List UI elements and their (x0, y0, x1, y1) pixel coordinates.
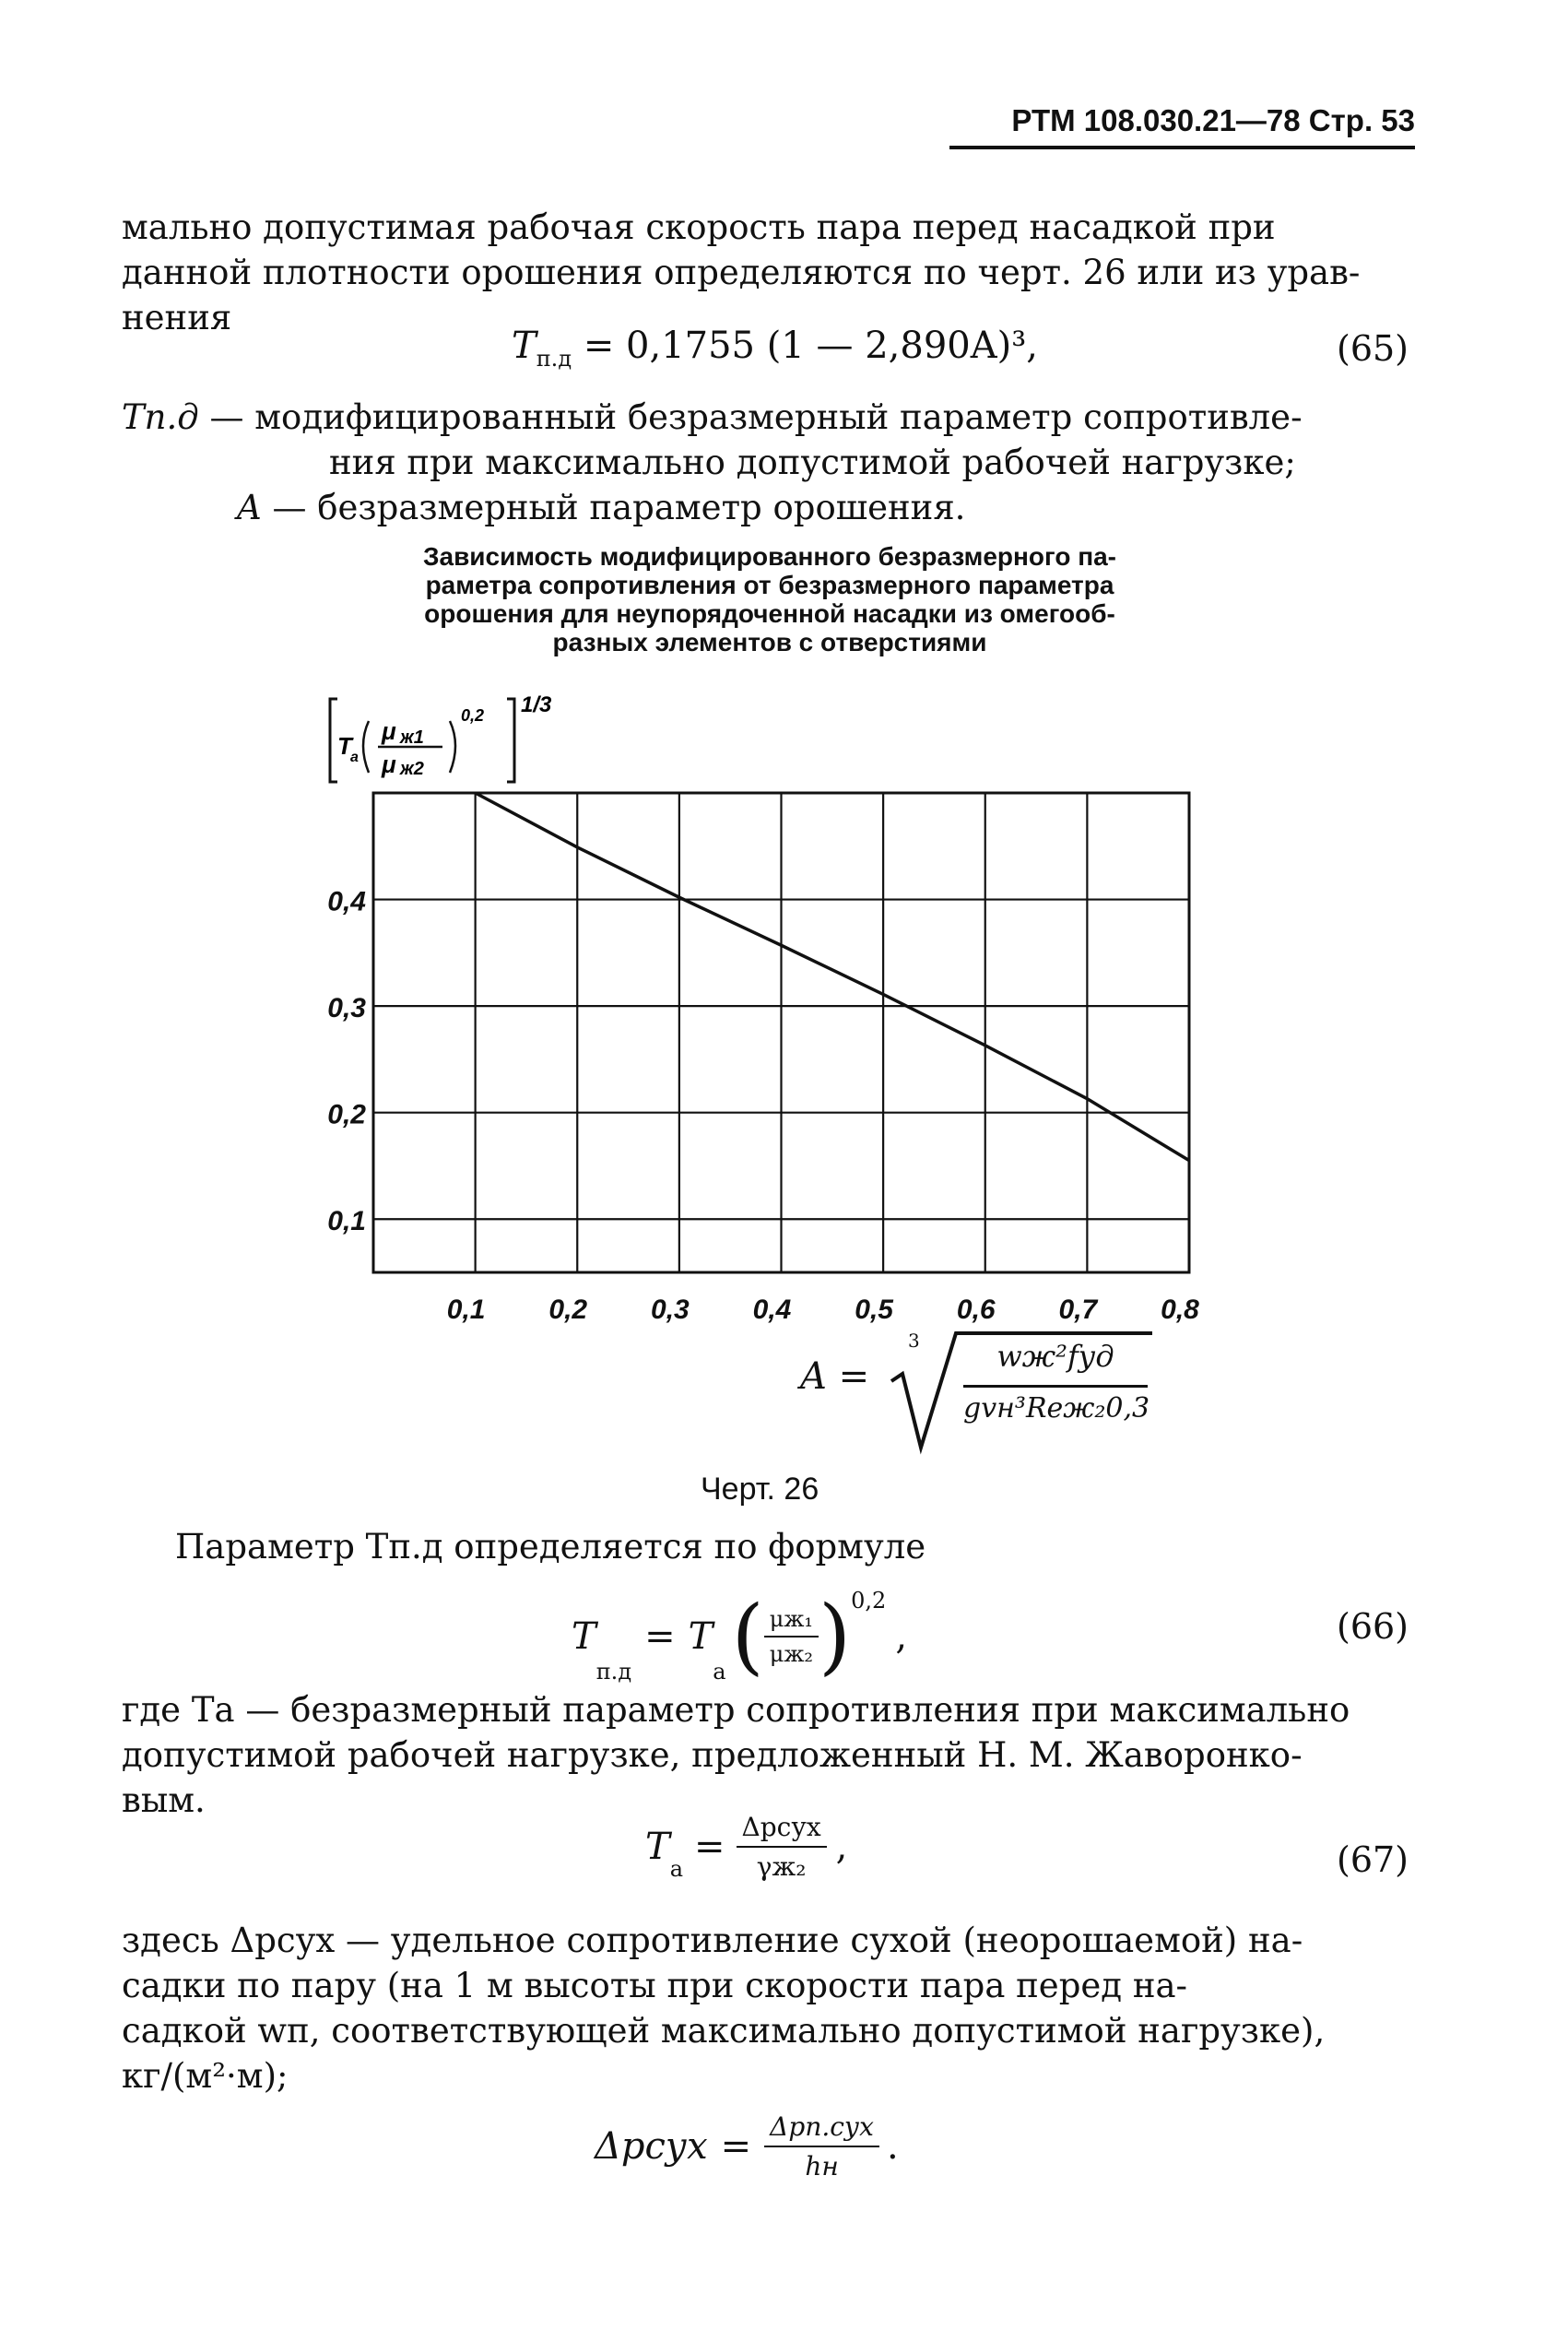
x-formula-root-index: 3 (908, 1330, 920, 1352)
caption-line-1: Зависимость модифицированного безразмерного па- (422, 542, 1117, 571)
eq65-rhs: = 0,1755 (1 — 2,890A)³, (583, 325, 1038, 367)
header-rule (949, 146, 1415, 149)
eq67-numerator: Δpсух (737, 1812, 827, 1848)
caption-line-3: орошения для неупорядоченной насадки из омегооб- (424, 599, 1115, 628)
eq68-equals: = (720, 2125, 752, 2168)
svg-text:μ: μ (382, 717, 396, 745)
eq67-lhs-sub: а (669, 1856, 683, 1882)
defs66-line-1: где Tа — безразмерный параметр сопротивления при максимально (122, 1690, 1350, 1730)
eq67-lhs: T (645, 1826, 670, 1868)
equation-65-number: (65) (1337, 328, 1409, 369)
defs-65 (122, 395, 1415, 530)
x-formula-lhs: A = (800, 1355, 870, 1398)
eq66-denominator: μж₂ (769, 1640, 814, 1667)
svg-text:0,2: 0,2 (461, 706, 485, 725)
y-tick-label: 0,3 (327, 993, 366, 1024)
eq66-ta-sub: а (713, 1659, 726, 1685)
intro-line-1: мально допустимая рабочая скорость пара перед насадкой при (122, 207, 1276, 247)
svg-text:ж1: ж1 (400, 727, 424, 748)
x-tick-label: 0,8 (1161, 1295, 1199, 1325)
def-a-symbol: A (237, 488, 262, 527)
x-tick-label: 0,7 (1058, 1295, 1098, 1325)
x-axis-formula (800, 1355, 869, 1398)
svg-text:T: T (337, 732, 352, 760)
eq66-equals: = (644, 1614, 676, 1658)
defs67-line-3: садкой wп, соответствующей максимально допустимой нагрузке), (122, 2011, 1326, 2051)
svg-text:1/3: 1/3 (521, 692, 552, 717)
defs67-line-4: кг/(м²·м); (122, 2056, 289, 2096)
x-formula-denominator: gvн³Reж₂0,3 (963, 1392, 1150, 1425)
eq66-close-paren: ) (819, 1588, 852, 1685)
caption-line-4: разных элементов с отверстиями (552, 628, 987, 656)
equation-66-number: (66) (1337, 1606, 1409, 1647)
series-line (476, 793, 1189, 1161)
eq68-dot: . (886, 2125, 899, 2168)
defs-66 (122, 1687, 1415, 1823)
defs67-line-2: садки по пару (на 1 м высоты при скорости пара перед на- (122, 1966, 1188, 2005)
eq66-numerator: μж₁ (764, 1606, 819, 1638)
param-line: Параметр Tп.д определяется по формуле (175, 1527, 926, 1567)
page-header: РТМ 108.030.21—78 Стр. 53 (1011, 103, 1415, 137)
eq65-lhs: T (512, 325, 536, 367)
x-tick-label: 0,2 (548, 1295, 588, 1325)
figure-label: Черт. 26 (701, 1472, 819, 1507)
defs66-line-3: вым. (122, 1780, 206, 1820)
equation-66 (572, 1588, 907, 1685)
eq68-fraction (764, 2111, 879, 2181)
x-tick-labels (447, 1295, 1199, 1325)
x-tick-label: 0,3 (651, 1295, 690, 1325)
intro-line-3: нения (122, 298, 232, 337)
eq66-lhs-sub: п.д (595, 1659, 632, 1685)
equation-dp-dry (595, 2111, 899, 2181)
x-formula-fraction-bar (963, 1385, 1148, 1388)
svg-text:a: a (350, 750, 359, 765)
eq67-comma: , (835, 1826, 848, 1868)
eq66-exponent: 0,2 (851, 1588, 887, 1614)
intro-paragraph (122, 205, 1415, 340)
y-tick-label: 0,4 (327, 886, 366, 917)
eq65-lhs-sub: п.д (536, 346, 572, 372)
x-tick-label: 0,1 (446, 1295, 486, 1325)
eq67-fraction (737, 1812, 827, 1882)
chart-grid (373, 793, 1189, 1272)
y-axis-label (330, 692, 552, 782)
eq68-denominator: hн (805, 2151, 839, 2181)
def-t-text-2: ния при максимально допустимой рабочей нагрузке; (329, 443, 1296, 482)
def-t-symbol: Tп.д (122, 397, 199, 437)
svg-text:μ: μ (382, 751, 396, 778)
equation-67-number: (67) (1337, 1839, 1409, 1880)
figure-caption (327, 542, 1212, 656)
x-tick-label: 0,5 (855, 1295, 893, 1325)
y-tick-labels (327, 887, 366, 1237)
resistance-chart (304, 692, 1226, 1337)
defs66-line-2: допустимой рабочей нагрузке, предложенный Н. М. Жаворонко- (122, 1735, 1303, 1775)
eq68-lhs: Δpсух (595, 2125, 708, 2168)
caption-line-2: раметра сопротивления от безразмерного параметра (425, 571, 1114, 599)
equation-65 (512, 325, 1038, 372)
eq68-numerator: Δpп.сух (764, 2111, 879, 2147)
eq66-ta: T (688, 1614, 713, 1658)
eq66-comma: , (895, 1614, 908, 1658)
eq67-equals: = (694, 1826, 725, 1868)
eq66-open-paren: ( (731, 1588, 764, 1685)
defs-67 (122, 1918, 1415, 2099)
eq67-denominator: γж₂ (756, 1851, 807, 1882)
def-t-text-1: — модифицированный безразмерный параметр сопротивле- (209, 397, 1303, 437)
y-tick-label: 0,1 (327, 1206, 366, 1237)
x-tick-label: 0,6 (956, 1295, 996, 1325)
svg-text:ж2: ж2 (400, 759, 424, 779)
x-formula-numerator: wж²fуд (996, 1339, 1114, 1374)
intro-line-2: данной плотности орошения определяются по черт. 26 или из урав- (122, 253, 1361, 292)
equation-67 (645, 1812, 847, 1882)
defs67-line-1: здесь Δpсух — удельное сопротивление сухой (неорошаемой) на- (122, 1921, 1303, 1960)
def-a-text: — безразмерный параметр орошения. (272, 488, 966, 527)
chart-series (476, 793, 1189, 1161)
y-tick-label: 0,2 (327, 1099, 366, 1130)
eq66-lhs: T (572, 1614, 596, 1658)
x-tick-label: 0,4 (752, 1295, 792, 1325)
eq66-fraction (764, 1606, 819, 1667)
